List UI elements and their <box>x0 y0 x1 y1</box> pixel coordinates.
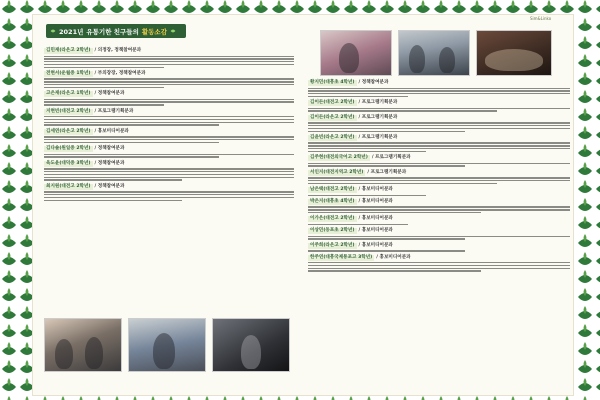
body-text-line <box>308 90 570 91</box>
member-department: / 프로그램기획분과 <box>367 169 407 175</box>
body-text-line <box>44 156 219 157</box>
member-header <box>308 170 570 176</box>
body-text-line <box>308 110 497 111</box>
right-column <box>308 80 570 275</box>
member-department: / 의정장, 정책참여분과 <box>94 48 142 53</box>
member-department: / 홍보미디어분과 <box>376 254 411 260</box>
member-department: / 프로그램기획분과 <box>94 108 134 114</box>
member-header <box>44 109 294 115</box>
member-header <box>44 71 294 77</box>
body-text-line <box>308 177 570 178</box>
member-entry <box>308 100 570 112</box>
member-entry <box>44 71 294 88</box>
member-entry <box>308 135 570 152</box>
member-name: 육도윤(대덕중 3학년) <box>46 160 91 166</box>
member-entry <box>308 170 570 184</box>
member-name: 서인지(대전지역고 2학년) <box>310 169 364 175</box>
member-department: / 프로그램기획분과 <box>358 114 398 120</box>
member-name: 전현서(운월중 1학년) <box>46 70 91 76</box>
member-department: / 홍보미디어분과 <box>358 187 393 193</box>
body-text-line <box>308 183 497 184</box>
body-text-line <box>308 224 408 225</box>
member-entry <box>308 199 570 213</box>
member-entry <box>44 129 294 143</box>
member-header <box>308 155 570 161</box>
body-text-line <box>44 154 294 155</box>
member-name: 김민재(라온고 2학년) <box>46 48 91 53</box>
body-text-line <box>44 122 294 123</box>
member-name: 김주현(대전외국어고 2학년) <box>310 155 368 161</box>
body-text-line <box>308 209 570 210</box>
activity-photo <box>476 30 552 76</box>
title-year: 2021년 <box>59 27 84 36</box>
body-text-line <box>44 64 294 65</box>
member-department: / 홍보미디어분과 <box>358 216 393 222</box>
body-text-line <box>44 81 294 82</box>
body-text-line <box>308 151 426 152</box>
body-text-line <box>308 262 570 263</box>
photo-row-top <box>320 30 552 76</box>
body-text-line <box>308 265 570 266</box>
body-text-line <box>308 131 465 132</box>
member-header <box>44 146 294 152</box>
body-text-line <box>44 139 294 140</box>
body-text-line <box>44 136 294 137</box>
leaf-icon <box>170 28 176 34</box>
member-entry <box>308 228 570 240</box>
body-text-line <box>44 116 294 117</box>
member-entry <box>308 155 570 167</box>
member-name: 이가은(대전고 2학년) <box>310 216 355 222</box>
member-name: 한주연(대흥국제통포고 3학년) <box>310 254 373 260</box>
body-text-line <box>308 145 570 146</box>
member-department: / 정책참여분과 <box>94 183 125 189</box>
member-name: 이주희(라온고 2학년) <box>310 242 355 248</box>
member-entry <box>44 184 294 201</box>
member-name: 김이든(대전고 2학년) <box>310 100 355 106</box>
body-text-line <box>308 148 570 149</box>
member-entry <box>44 48 294 68</box>
member-department: / 홍보미디어분과 <box>94 128 129 134</box>
body-text-line <box>308 165 465 166</box>
member-department: / 홍보미디어분과 <box>358 242 393 248</box>
activity-photo <box>212 318 290 372</box>
body-text-line <box>308 122 570 123</box>
member-name: 김다솔(원일중 2학년) <box>46 146 91 152</box>
member-name: 박은지(대흥초 4학년) <box>310 198 355 204</box>
body-text-line <box>44 67 164 68</box>
title-highlight: 활동소감 <box>141 27 167 36</box>
member-header <box>308 115 570 121</box>
body-text-line <box>44 168 294 169</box>
body-text-line <box>44 179 182 180</box>
leaf-icon <box>50 28 56 34</box>
member-department: / 프로그램기획분과 <box>358 134 398 140</box>
member-name: 김이든(라온고 2학년) <box>310 114 355 120</box>
body-text-line <box>308 238 465 239</box>
body-text-line <box>308 180 570 181</box>
body-text-line <box>44 119 294 120</box>
body-text-line <box>308 212 481 213</box>
member-header <box>308 216 570 222</box>
member-header <box>308 255 570 261</box>
title-pre: 유통기한 친구들의 <box>86 27 139 36</box>
activity-photo <box>44 318 122 372</box>
body-text-line <box>308 96 408 97</box>
organization-logo: Sim&Linko <box>530 16 552 21</box>
member-name: 남은택(대전고 2학년) <box>310 187 355 193</box>
body-text-line <box>308 128 570 129</box>
body-text-line <box>44 197 294 198</box>
member-department: / 정책참여분과 <box>94 146 125 152</box>
member-department: / 정책참여분과 <box>94 91 125 97</box>
member-header <box>308 187 570 193</box>
member-header <box>308 199 570 205</box>
member-entry <box>308 115 570 132</box>
member-entry <box>44 146 294 158</box>
body-text-line <box>308 236 570 237</box>
body-text-line <box>308 125 570 126</box>
member-entry <box>308 80 570 97</box>
body-text-line <box>44 84 294 85</box>
member-name: 김세연(라온고 2학년) <box>46 128 91 134</box>
member-header <box>44 48 294 54</box>
member-header <box>44 184 294 190</box>
member-name: 고은재(라온고 1학년) <box>46 91 91 97</box>
member-department: / 프로그램기획분과 <box>358 100 398 106</box>
body-text-line <box>308 93 570 94</box>
body-text-line <box>308 195 426 196</box>
body-text-line <box>44 142 219 143</box>
member-entry <box>44 91 294 105</box>
body-text-line <box>44 101 294 102</box>
member-entry <box>308 255 570 272</box>
member-department: / 홍보미디어분과 <box>358 198 393 204</box>
member-name: 최지원(대전고 2학년) <box>46 183 91 189</box>
body-text-line <box>44 58 294 59</box>
activity-photo <box>128 318 206 372</box>
member-department: / 홍보미디어분과 <box>358 228 393 234</box>
photo-row-bottom <box>44 318 290 372</box>
body-text-line <box>44 200 182 201</box>
body-text-line <box>308 250 465 251</box>
body-text-line <box>308 88 570 89</box>
member-name: 지현빈(대전고 2학년) <box>46 108 91 114</box>
body-text-line <box>308 108 570 109</box>
body-text-line <box>44 56 294 57</box>
member-header <box>308 80 570 86</box>
body-text-line <box>44 87 164 88</box>
member-header <box>44 129 294 135</box>
body-text-line <box>44 78 294 79</box>
member-department: / 정책참여분과 <box>94 160 125 166</box>
body-text-line <box>44 174 294 175</box>
body-text-line <box>44 124 219 125</box>
member-header <box>308 135 570 141</box>
body-text-line <box>308 163 570 164</box>
member-header <box>308 228 570 234</box>
body-text-line <box>44 191 294 192</box>
member-header <box>308 243 570 249</box>
activity-photo <box>398 30 470 76</box>
member-entry <box>308 216 570 225</box>
body-text-line <box>44 104 164 105</box>
member-name: 황지민(대흥초 4학년) <box>310 80 355 85</box>
body-text-line <box>44 194 294 195</box>
body-text-line <box>308 270 481 271</box>
member-entry <box>308 243 570 252</box>
member-header <box>44 91 294 97</box>
member-entry <box>308 187 570 196</box>
body-text-line <box>44 61 294 62</box>
member-name: 이상민(동포초 2학년) <box>310 228 355 234</box>
member-entry <box>44 161 294 181</box>
body-text-line <box>44 177 294 178</box>
body-text-line <box>308 268 570 269</box>
member-name: 김윤빈(라온고 2학년) <box>310 134 355 140</box>
member-entry <box>44 109 294 126</box>
member-header <box>308 100 570 106</box>
page-title <box>46 24 186 38</box>
left-column <box>44 48 294 204</box>
member-department: / 부의장장, 정책참여분과 <box>94 70 146 76</box>
member-header <box>44 161 294 167</box>
body-text-line <box>308 142 570 143</box>
member-department: / 프로그램기획분과 <box>371 155 411 161</box>
body-text-line <box>308 206 570 207</box>
body-text-line <box>44 171 294 172</box>
member-department: / 정책참여분과 <box>358 80 389 85</box>
body-text-line <box>44 99 294 100</box>
activity-photo <box>320 30 392 76</box>
